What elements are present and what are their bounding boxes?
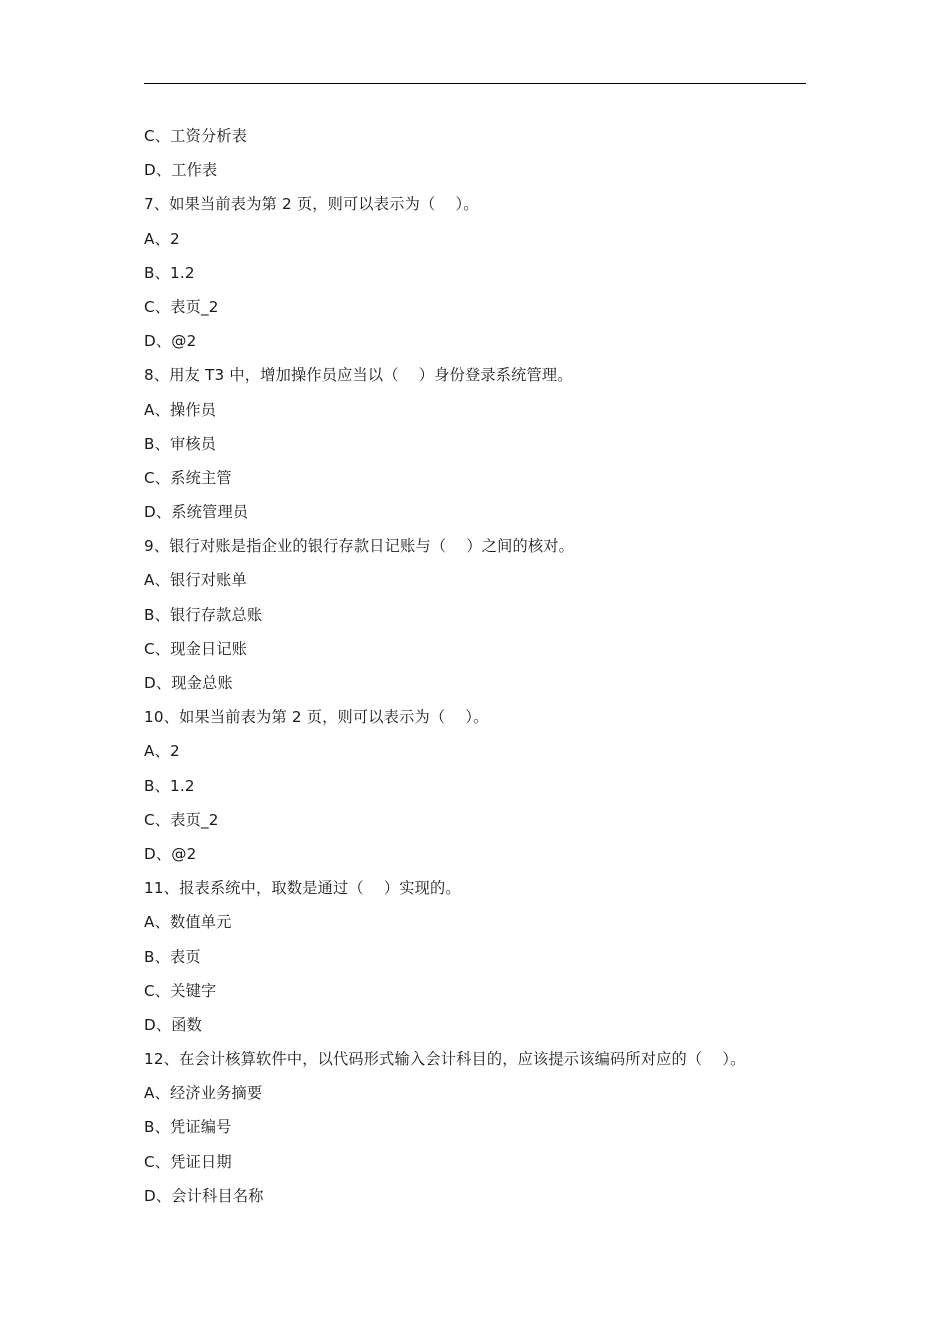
answer-option: B、1.2	[144, 263, 195, 282]
answer-option: B、审核员	[144, 434, 217, 453]
question-stem: 11、报表系统中，取数是通过（ ）实现的。	[144, 879, 461, 898]
answer-option: C、表页_2	[144, 810, 219, 829]
answer-option: D、@2	[144, 844, 197, 863]
question-list	[144, 119, 824, 1213]
answer-option: D、现金总账	[144, 674, 233, 692]
answer-option: C、系统主管	[144, 468, 232, 487]
answer-option: D、会计科目名称	[144, 1186, 264, 1205]
answer-option: A、数值单元	[144, 913, 232, 932]
answer-option: B、表页	[144, 947, 201, 966]
header-rule	[144, 83, 806, 84]
answer-option: D、@2	[144, 332, 197, 351]
question-stem: 8、用友 T3 中，增加操作员应当以（ ）身份登录系统管理。	[144, 366, 573, 385]
answer-option: D、工作表	[144, 161, 218, 180]
answer-option: D、函数	[144, 1015, 203, 1034]
answer-option: D、系统管理员	[144, 503, 249, 522]
question-stem: 7、如果当前表为第 2 页，则可以表示为（ ）。	[144, 195, 479, 214]
answer-option: A、2	[144, 229, 180, 248]
answer-option: A、2	[144, 742, 180, 761]
answer-option: C、表页_2	[144, 297, 219, 316]
answer-option: B、凭证编号	[144, 1118, 232, 1137]
answer-option: C、工资分析表	[144, 127, 248, 145]
answer-option: A、银行对账单	[144, 571, 247, 590]
answer-option: C、现金日记账	[144, 639, 248, 658]
question-stem: 9、银行对账是指企业的银行存款日记账与（ ）之间的核对。	[144, 537, 575, 556]
answer-option: B、银行存款总账	[144, 605, 263, 624]
question-stem: 12、在会计核算软件中，以代码形式输入会计科目的，应该提示该编码所对应的（ ）。	[144, 1050, 746, 1069]
answer-option: C、凭证日期	[144, 1152, 232, 1171]
answer-option: C、关键字	[144, 981, 217, 1000]
answer-option: A、操作员	[144, 400, 217, 419]
answer-option: A、经济业务摘要	[144, 1084, 263, 1103]
question-stem: 10、如果当前表为第 2 页，则可以表示为（ ）。	[144, 708, 489, 727]
answer-option: B、1.2	[144, 776, 195, 795]
